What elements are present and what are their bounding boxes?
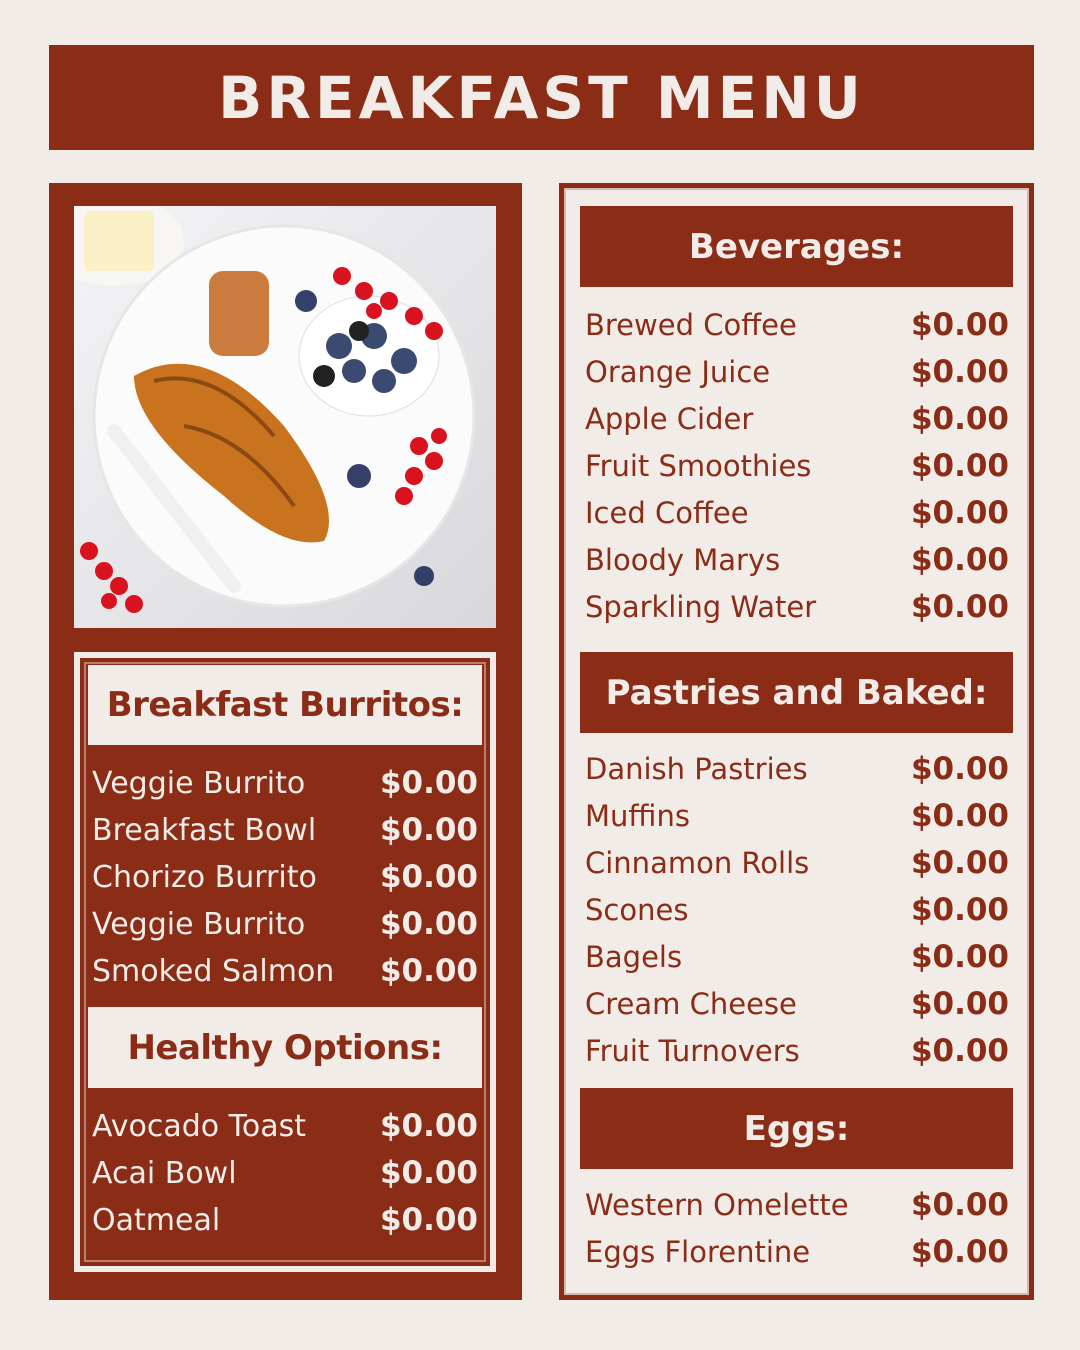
left-panel — [49, 183, 522, 1300]
menu-item — [585, 796, 1009, 836]
item-name: Apple Cider — [585, 402, 754, 436]
item-price: $0.00 — [910, 986, 1009, 1022]
menu-item — [585, 1232, 1009, 1272]
item-price: $0.00 — [910, 798, 1009, 834]
item-price: $0.00 — [910, 589, 1009, 625]
item-price: $0.00 — [910, 939, 1009, 975]
item-price: $0.00 — [379, 1202, 478, 1238]
section-header-beverages: Beverages: — [580, 206, 1013, 287]
item-price: $0.00 — [910, 892, 1009, 928]
item-price: $0.00 — [910, 495, 1009, 531]
item-name: Smoked Salmon — [92, 953, 335, 989]
title-banner — [49, 45, 1034, 150]
item-price: $0.00 — [910, 448, 1009, 484]
item-name: Acai Bowl — [92, 1155, 237, 1191]
menu-item — [585, 1031, 1009, 1071]
item-name: Orange Juice — [585, 355, 771, 389]
item-name: Fruit Smoothies — [585, 449, 812, 483]
menu-item — [585, 493, 1009, 533]
item-name: Muffins — [585, 799, 690, 833]
item-price: $0.00 — [910, 1234, 1009, 1270]
item-name: Cream Cheese — [585, 987, 797, 1021]
menu-item — [92, 763, 478, 803]
section-header-healthy-options: Healthy Options: — [88, 1007, 482, 1088]
item-name: Iced Coffee — [585, 496, 749, 530]
item-price: $0.00 — [379, 1155, 478, 1191]
menu-item — [585, 352, 1009, 392]
item-price: $0.00 — [910, 542, 1009, 578]
item-price: $0.00 — [910, 751, 1009, 787]
menu-item — [585, 540, 1009, 580]
item-name: Sparkling Water — [585, 590, 817, 624]
menu-item — [585, 1185, 1009, 1225]
menu-item — [92, 951, 478, 991]
item-name: Breakfast Bowl — [92, 812, 317, 848]
menu-item — [92, 1106, 478, 1146]
menu-item — [585, 843, 1009, 883]
item-name: Eggs Florentine — [585, 1235, 811, 1269]
menu-item — [92, 810, 478, 850]
item-price: $0.00 — [379, 812, 478, 848]
item-name: Chorizo Burrito — [92, 859, 317, 895]
item-price: $0.00 — [910, 845, 1009, 881]
menu-item — [585, 305, 1009, 345]
menu-item — [585, 984, 1009, 1024]
section-header-pastries: Pastries and Baked: — [580, 652, 1013, 733]
item-name: Veggie Burrito — [92, 765, 306, 801]
item-price: $0.00 — [910, 1187, 1009, 1223]
item-name: Brewed Coffee — [585, 308, 797, 342]
item-name: Cinnamon Rolls — [585, 846, 810, 880]
item-price: $0.00 — [379, 859, 478, 895]
item-name: Fruit Turnovers — [585, 1034, 800, 1068]
item-price: $0.00 — [910, 307, 1009, 343]
item-price: $0.00 — [910, 401, 1009, 437]
item-name: Western Omelette — [585, 1188, 849, 1222]
item-name: Bloody Marys — [585, 543, 781, 577]
menu-title: BREAKFAST MENU — [218, 63, 865, 132]
item-price: $0.00 — [910, 354, 1009, 390]
section-header-eggs: Eggs: — [580, 1088, 1013, 1169]
item-name: Veggie Burrito — [92, 906, 306, 942]
item-price: $0.00 — [379, 953, 478, 989]
item-price: $0.00 — [379, 1108, 478, 1144]
menu-item — [92, 857, 478, 897]
item-name: Scones — [585, 893, 689, 927]
item-name: Oatmeal — [92, 1202, 221, 1238]
menu-item — [92, 904, 478, 944]
item-name: Danish Pastries — [585, 752, 808, 786]
menu-item — [585, 446, 1009, 486]
section-header-breakfast-burritos: Breakfast Burritos: — [88, 665, 482, 745]
menu-item — [585, 937, 1009, 977]
menu-item — [92, 1153, 478, 1193]
menu-item — [585, 587, 1009, 627]
menu-item — [585, 399, 1009, 439]
item-name: Bagels — [585, 940, 683, 974]
item-price: $0.00 — [379, 906, 478, 942]
menu-item — [92, 1200, 478, 1240]
item-price: $0.00 — [379, 765, 478, 801]
item-price: $0.00 — [910, 1033, 1009, 1069]
right-panel — [559, 183, 1034, 1300]
menu-item — [585, 890, 1009, 930]
item-name: Avocado Toast — [92, 1108, 307, 1144]
menu-item — [585, 749, 1009, 789]
croissant-photo — [74, 206, 496, 628]
